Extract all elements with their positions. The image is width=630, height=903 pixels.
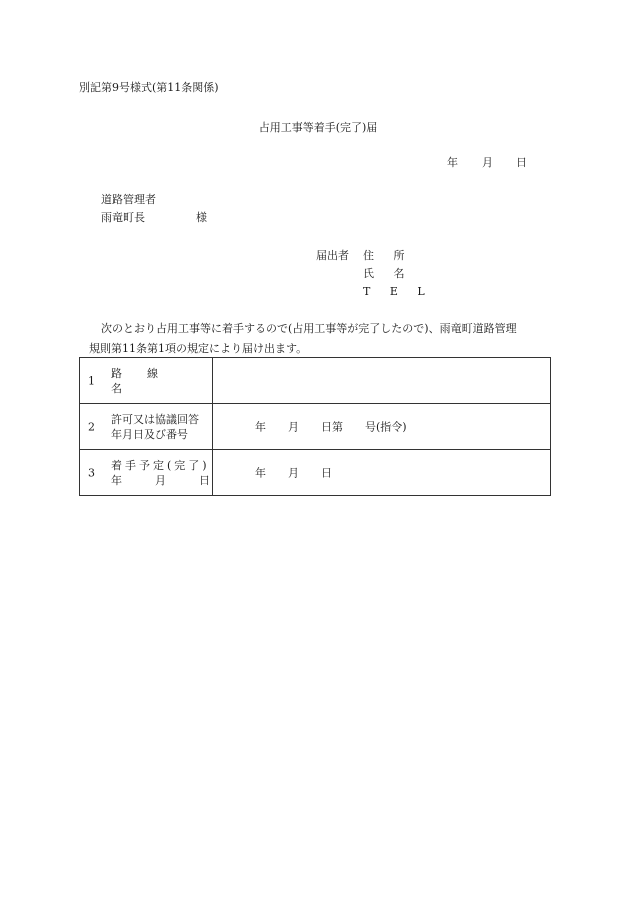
row-label-cell [80, 358, 213, 404]
route-name-field[interactable] [213, 358, 551, 404]
schedule-label-line-1: 着手予定(完了) [111, 458, 210, 472]
permit-label-line-2: 年月日及び番号 [111, 427, 188, 441]
date-month-label: 月 [482, 156, 493, 169]
schedule-label [111, 458, 210, 488]
permit-field[interactable] [213, 404, 551, 450]
addressee-line-2: 雨竜町長 [101, 211, 145, 224]
row-number: 3 [88, 466, 95, 479]
body-text-line-2: 規則第11条第1項の規定により届け出ます。 [89, 342, 308, 355]
applicant-name-label: 氏 名 [363, 267, 413, 280]
schedule-field[interactable] [213, 450, 551, 496]
date-year-label: 年 [447, 156, 458, 169]
permit-label [111, 412, 199, 442]
applicant-label: 届出者 [316, 249, 349, 262]
row-number: 2 [88, 420, 95, 433]
permit-value: 年 月 日第 号(指令) [255, 420, 407, 433]
document-title: 占用工事等着手(完了)届 [258, 121, 378, 134]
schedule-label-line-2: 年 月 日 [111, 473, 210, 487]
route-name-label: 路線名 [111, 366, 183, 395]
table-row [80, 404, 551, 450]
row-label-cell [80, 404, 213, 450]
addressee-honorific: 様 [196, 211, 207, 224]
table-row [80, 450, 551, 496]
table-row [80, 358, 551, 404]
date-day-label: 日 [516, 156, 527, 169]
row-number: 1 [88, 374, 95, 387]
body-text-line-1: 次のとおり占用工事等に着手するので(占用工事等が完了したので)、雨竜町道路管理 [101, 322, 517, 335]
applicant-tel-label: T E L [363, 285, 433, 298]
application-table [79, 357, 551, 496]
form-reference: 別記第9号様式(第11条関係) [79, 81, 219, 94]
applicant-address-label: 住 所 [363, 249, 413, 262]
addressee-line-1: 道路管理者 [101, 193, 156, 206]
row-label-cell [80, 450, 213, 496]
schedule-value: 年 月 日 [255, 466, 332, 479]
permit-label-line-1: 許可又は協議回答 [111, 412, 199, 426]
